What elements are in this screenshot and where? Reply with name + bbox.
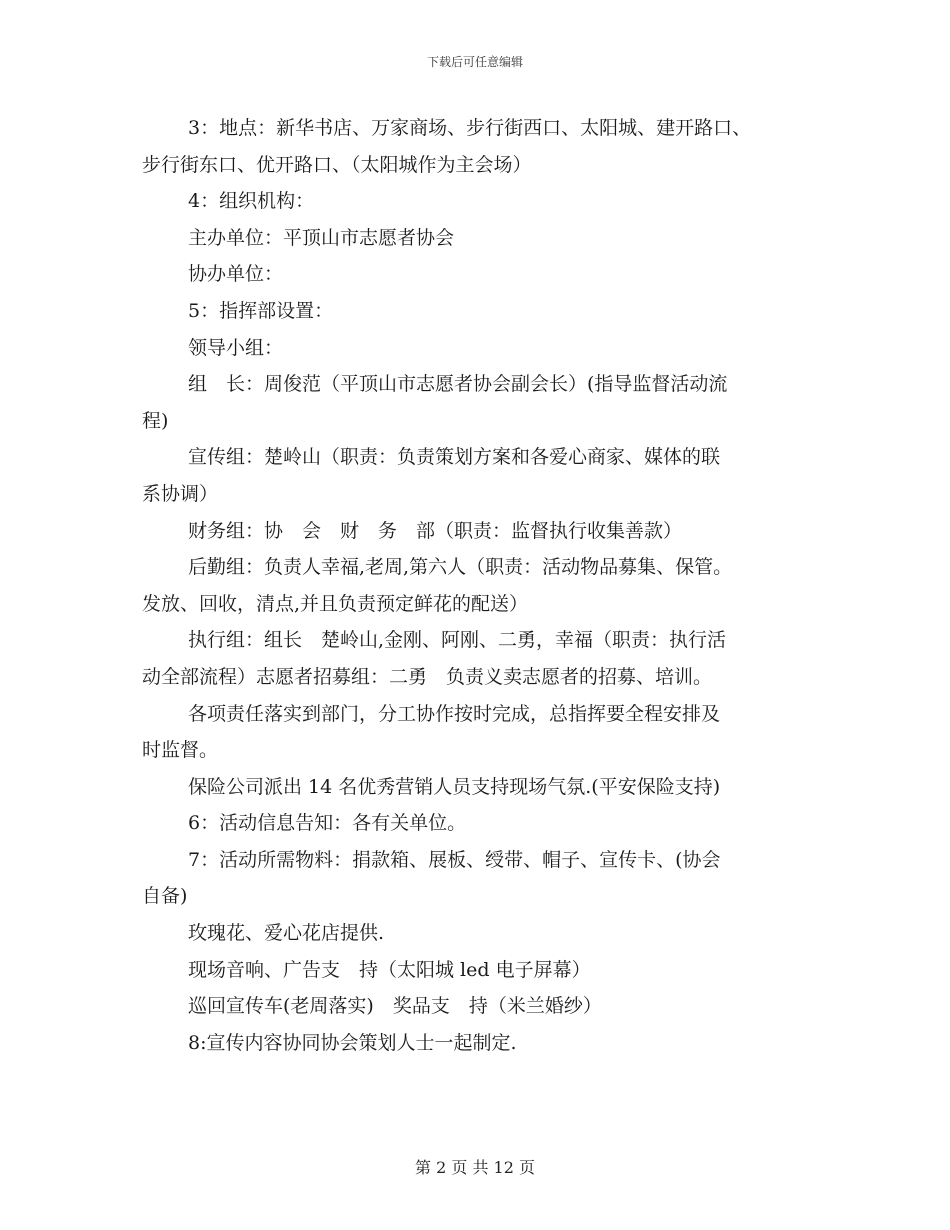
text-line: 执行组：组长 楚岭山,金刚、阿刚、二勇，幸福（职责：执行活 [188,629,727,652]
text-line: 系协调） [142,482,219,505]
paragraph [142,805,832,842]
text-line: 玫瑰花、爱心花店提供. [188,922,385,945]
text-line: 7：活动所需物料：捐款箱、展板、绶带、帽子、宣传卡、(协会 [188,848,721,871]
paragraph [142,439,832,512]
text-line: 协办单位： [188,263,284,286]
paragraph [142,988,832,1025]
text-line: 发放、回收，清点,并且负责预定鲜花的配送） [142,592,529,615]
text-line: 各项责任落实到部门，分工协作按时完成，总指挥要全程安排及 [188,702,721,725]
document-body [142,110,832,1061]
text-line: 动全部流程）志愿者招募组：二勇 负责义卖志愿者的招募、培训。 [142,665,713,688]
text-line: 保险公司派出 14 名优秀营销人员支持现场气氛.(平安保险支持) [188,775,721,798]
text-line: 宣传组：楚岭山（职责：负责策划方案和各爱心商家、媒体的联 [188,446,721,469]
paragraph [142,696,832,769]
paragraph [142,110,832,183]
paragraph [142,1025,832,1062]
paragraph [142,622,832,695]
text-line: 组 长：周俊范（平顶山市志愿者协会副会长）(指导监督活动流 [188,373,728,396]
text-line: 自备) [142,885,188,908]
text-line: 4：组织机构： [188,190,315,213]
text-line: 8:宣传内容协同协会策划人士一起制定. [188,1031,517,1054]
paragraph [142,915,832,952]
text-line: 巡回宣传车(老周落实) 奖品支 持（米兰婚纱） [188,995,602,1018]
text-line: 3：地点：新华书店、万家商场、步行街西口、太阳城、建开路口、 [188,117,752,139]
text-line: 程) [142,409,169,432]
paragraph [142,293,832,330]
text-line: 财务组：协 会 财 务 部（职责：监督执行收集善款） [188,519,683,542]
paragraph [142,366,832,439]
text-line: 后勤组：负责人幸福,老周,第六人（职责：活动物品募集、保管。 [188,556,733,579]
page-footer: 第 2 页 共 12 页 [415,1158,535,1177]
text-line: 主办单位：平顶山市志愿者协会 [188,226,455,249]
text-line: 时监督。 [142,739,219,762]
paragraph [142,952,832,989]
text-line: 5：指挥部设置： [188,299,334,322]
paragraph [142,842,832,915]
text-line: 步行街东口、优开路口、（太阳城作为主会场） [142,153,532,176]
text-line: 6：活动信息告知：各有关单位。 [188,812,467,835]
paragraph [142,256,832,293]
paragraph [142,769,832,806]
page-header: 下载后可任意编辑 [426,55,523,69]
paragraph [142,220,832,257]
text-line: 现场音响、广告支 持（太阳城 led 电子屏幕） [188,958,591,981]
paragraph [142,513,832,550]
text-line: 领导小组： [188,336,284,359]
paragraph [142,183,832,220]
paragraph [142,549,832,622]
paragraph [142,330,832,367]
